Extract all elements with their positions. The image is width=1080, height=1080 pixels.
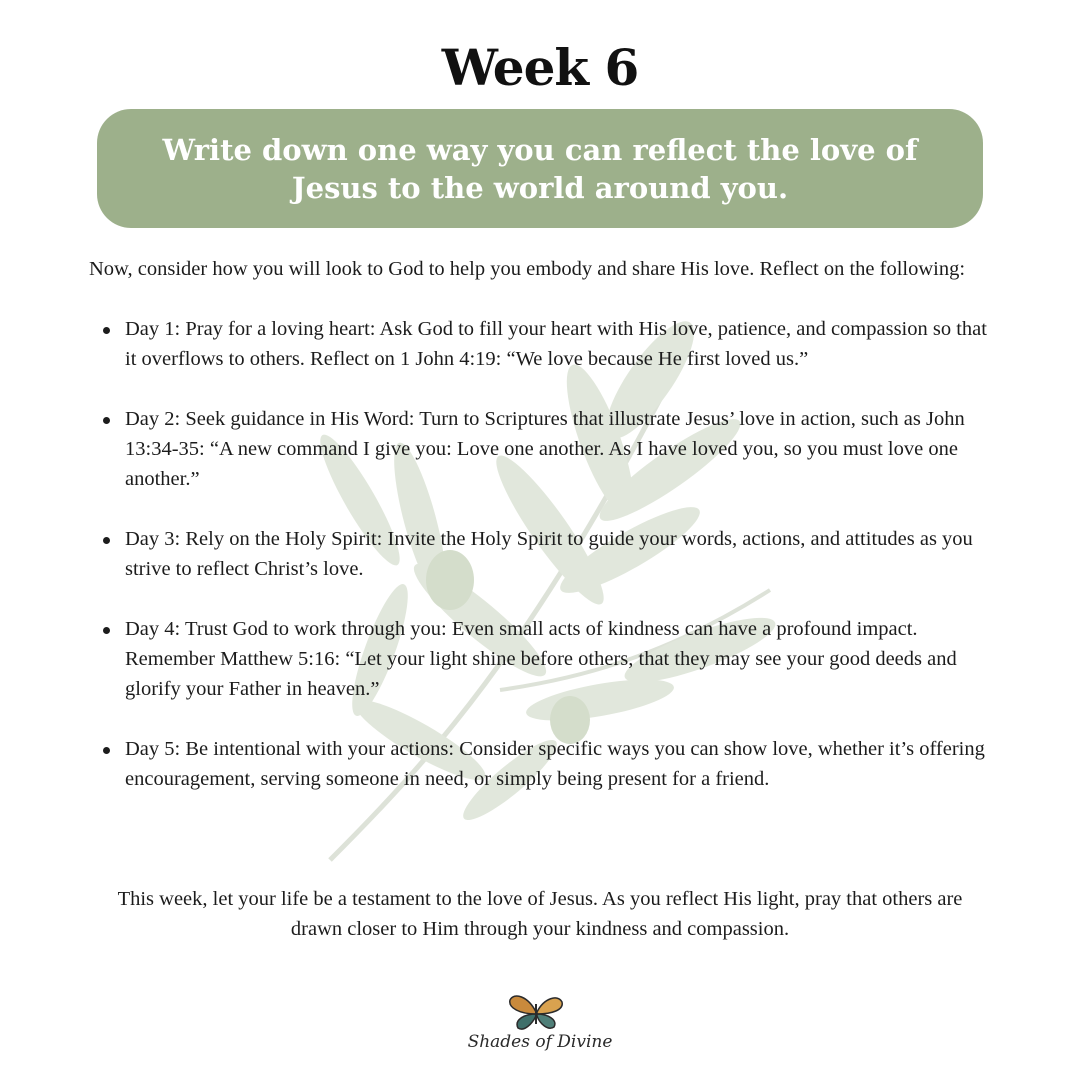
list-item-day-4 [89, 614, 994, 704]
day-text: Day 4: Trust God to work through you: Even small acts of kindness can have a profound impact. Remember Matthew 5:16: “Let your light shine before others, that they may see your good deeds and glorify your Father in heaven.” [125, 618, 957, 700]
list-item-day-5 [89, 734, 994, 794]
intro-paragraph: Now, consider how you will look to God to help you embody and share His love. Reflect on the following: [89, 258, 966, 280]
bullet-icon [103, 747, 110, 754]
bullet-icon [103, 417, 110, 424]
reflection-content [89, 254, 994, 824]
brand-logo [440, 988, 640, 1058]
prompt-banner [97, 109, 983, 228]
list-item-day-3 [89, 524, 994, 584]
butterfly-icon [506, 990, 566, 1032]
bullet-icon [103, 537, 110, 544]
bullet-icon [103, 327, 110, 334]
prompt-text: Write down one way you can reflect the love of Jesus to the world around you. [162, 132, 918, 205]
closing-paragraph: This week, let your life be a testament to the love of Jesus. As you reflect His light, pray that others are drawn closer to Him through your kindness and compassion. [117, 888, 963, 940]
list-item-day-2 [89, 404, 994, 494]
day-text: Day 3: Rely on the Holy Spirit: Invite the Holy Spirit to guide your words, actions, and attitudes as you strive to reflect Christ’s love. [125, 528, 973, 580]
bullet-icon [103, 627, 110, 634]
brand-name: Shades of Divine [467, 1032, 613, 1052]
list-item-day-1 [89, 314, 994, 374]
page-title: Week 6 [441, 38, 639, 97]
day-list [89, 314, 994, 794]
day-text: Day 2: Seek guidance in His Word: Turn to Scriptures that illustrate Jesus’ love in action, such as John 13:34-35: “A new command I give you: Love one another. As I have loved you, so you must love one another.” [125, 408, 965, 490]
day-text: Day 5: Be intentional with your actions: Consider specific ways you can show love, whether it’s offering encouragement, serving someone in need, or simply being present for a friend. [125, 738, 985, 790]
day-text: Day 1: Pray for a loving heart: Ask God to fill your heart with His love, patience, and compassion so that it overflows to others. Reflect on 1 John 4:19: “We love because He first loved us.” [125, 318, 987, 370]
